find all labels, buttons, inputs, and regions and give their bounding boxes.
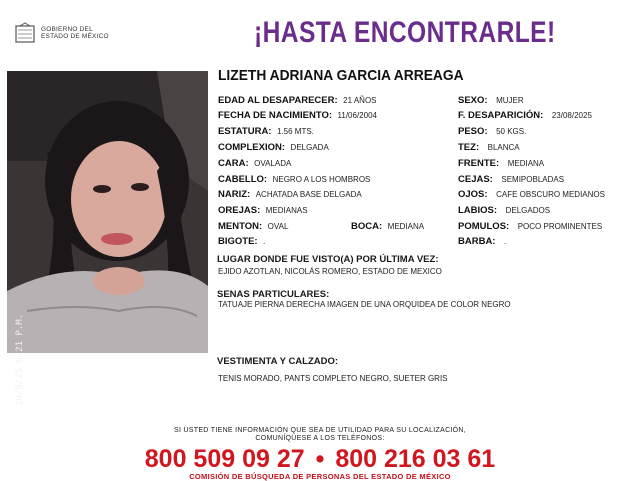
person-photo: [7, 71, 208, 406]
field-label: BOCA:: [351, 221, 383, 232]
info-line-1: SI USTED TIENE INFORMACIÓN QUE SEA DE UTILIDAD PARA SU LOCALIZACIÓN,: [173, 427, 467, 434]
field-value: MEDIANA: [387, 222, 425, 231]
field-value: OVALADA: [254, 159, 292, 168]
field-ojos: [458, 188, 605, 201]
field-value: NEGRO A LOS HOMBROS: [272, 175, 371, 184]
field-value: OVAL: [267, 222, 289, 231]
field-label: PESO:: [458, 126, 488, 137]
field-bigote: [218, 235, 265, 248]
field-label: SEXO:: [458, 95, 488, 106]
field-barba: [458, 235, 506, 248]
phone-2: 800 216 03 61: [335, 445, 496, 473]
field-value: BLANCA: [487, 143, 520, 152]
field-cabello: [218, 173, 370, 186]
field-complexion: [218, 141, 329, 154]
last-seen-title: LUGAR DONDE FUE VISTO(A) POR ÚLTIMA VEZ:: [217, 254, 439, 265]
field-value: 23/08/2025: [551, 111, 592, 120]
field-label: BIGOTE:: [218, 236, 258, 247]
field-value: MEDIANA: [507, 159, 545, 168]
photo-timestamp: 20/5/25 6:21 P.M.: [15, 313, 25, 406]
clothing-title: VESTIMENTA Y CALZADO:: [217, 356, 339, 367]
clothing-text: TENIS MORADO, PANTS COMPLETO NEGRO, SUETER GRIS: [218, 374, 448, 383]
field-value: 50 KGS.: [496, 127, 527, 136]
field-label: POMULOS:: [458, 221, 510, 232]
government-logo: [14, 20, 109, 46]
field-label: OREJAS:: [218, 205, 261, 216]
field-value: DELGADOS: [505, 206, 551, 215]
field-sexo: [458, 94, 524, 107]
field-cejas: [458, 173, 564, 186]
field-value: 1.56 MTS.: [277, 127, 314, 136]
field-value: MUJER: [496, 96, 524, 105]
marks-title: SENAS PARTICULARES:: [217, 289, 330, 300]
field-value: .: [503, 237, 507, 246]
field-peso: [458, 125, 526, 138]
field-label: F. DESAPARICIÓN:: [458, 110, 544, 121]
field-label: NARIZ:: [218, 189, 251, 200]
field-label: MENTON:: [218, 221, 263, 232]
field-label: CARA:: [218, 158, 249, 169]
coat-of-arms-icon: [14, 22, 36, 44]
logo-line-2: ESTADO DE MÉXICO: [41, 33, 109, 40]
field-label: CABELLO:: [218, 174, 268, 185]
field-value: POCO PROMINENTES: [517, 222, 603, 231]
last-seen-text: EJIDO AZOTLAN, NICOLÁS ROMERO, ESTADO DE MEXICO: [218, 267, 442, 276]
field-value: MEDIANAS: [265, 206, 308, 215]
field-value: 11/06/2004: [337, 111, 377, 120]
field-labios: [458, 204, 550, 217]
field-pomulos: [458, 220, 602, 233]
field-value: SEMIPOBLADAS: [501, 175, 565, 184]
field-label: BARBA:: [458, 236, 496, 247]
field-frente: [458, 157, 544, 170]
field-value: ACHATADA BASE DELGADA: [255, 190, 362, 199]
field-nariz: [218, 188, 362, 201]
field-label: FECHA DE NACIMIENTO:: [218, 110, 332, 121]
info-line-2: COMUNÍQUESE A LOS TELÉFONOS:: [255, 435, 385, 442]
field-boca: [351, 220, 424, 233]
field-estatura: [218, 125, 314, 138]
headline: ¡HASTA ENCONTRARLE!: [254, 16, 556, 49]
field-label: LABIOS:: [458, 205, 498, 216]
logo-text: [41, 26, 109, 41]
field-label: EDAD AL DESAPARECER:: [218, 95, 338, 106]
field-label: CEJAS:: [458, 174, 493, 185]
field-label: COMPLEXION:: [218, 142, 286, 153]
field-value: DELGADA: [290, 143, 329, 152]
field-label: OJOS:: [458, 189, 488, 200]
footer-commission: COMISIÓN DE BÚSQUEDA DE PERSONAS DEL ESTADO DE MÉXICO: [189, 472, 451, 481]
phone-separator: •: [315, 445, 325, 473]
field-orejas: [218, 204, 308, 217]
person-name: LIZETH ADRIANA GARCIA ARREAGA: [218, 67, 464, 84]
field-menton: [218, 220, 288, 233]
field-tez: [458, 141, 520, 154]
field-value: CAFE OBSCURO MEDIANOS: [496, 190, 605, 199]
field-fecha-nacimiento: [218, 109, 377, 122]
field-value: 21 AÑOS: [343, 96, 377, 105]
field-cara: [218, 157, 291, 170]
field-value: .: [263, 237, 266, 246]
phone-numbers: [0, 445, 640, 473]
field-label: TEZ:: [458, 142, 480, 153]
field-label: FRENTE:: [458, 158, 500, 169]
phone-1: 800 509 09 27: [144, 445, 305, 473]
marks-text: TATUAJE PIERNA DERECHA IMAGEN DE UNA ORQUIDEA DE COLOR NEGRO: [218, 300, 511, 309]
photo-illustration: [7, 71, 208, 353]
field-fecha-desaparicion: [458, 109, 592, 122]
logo-line-1: GOBIERNO DEL: [41, 25, 93, 33]
field-label: ESTATURA:: [218, 126, 272, 137]
field-edad: [218, 94, 377, 107]
